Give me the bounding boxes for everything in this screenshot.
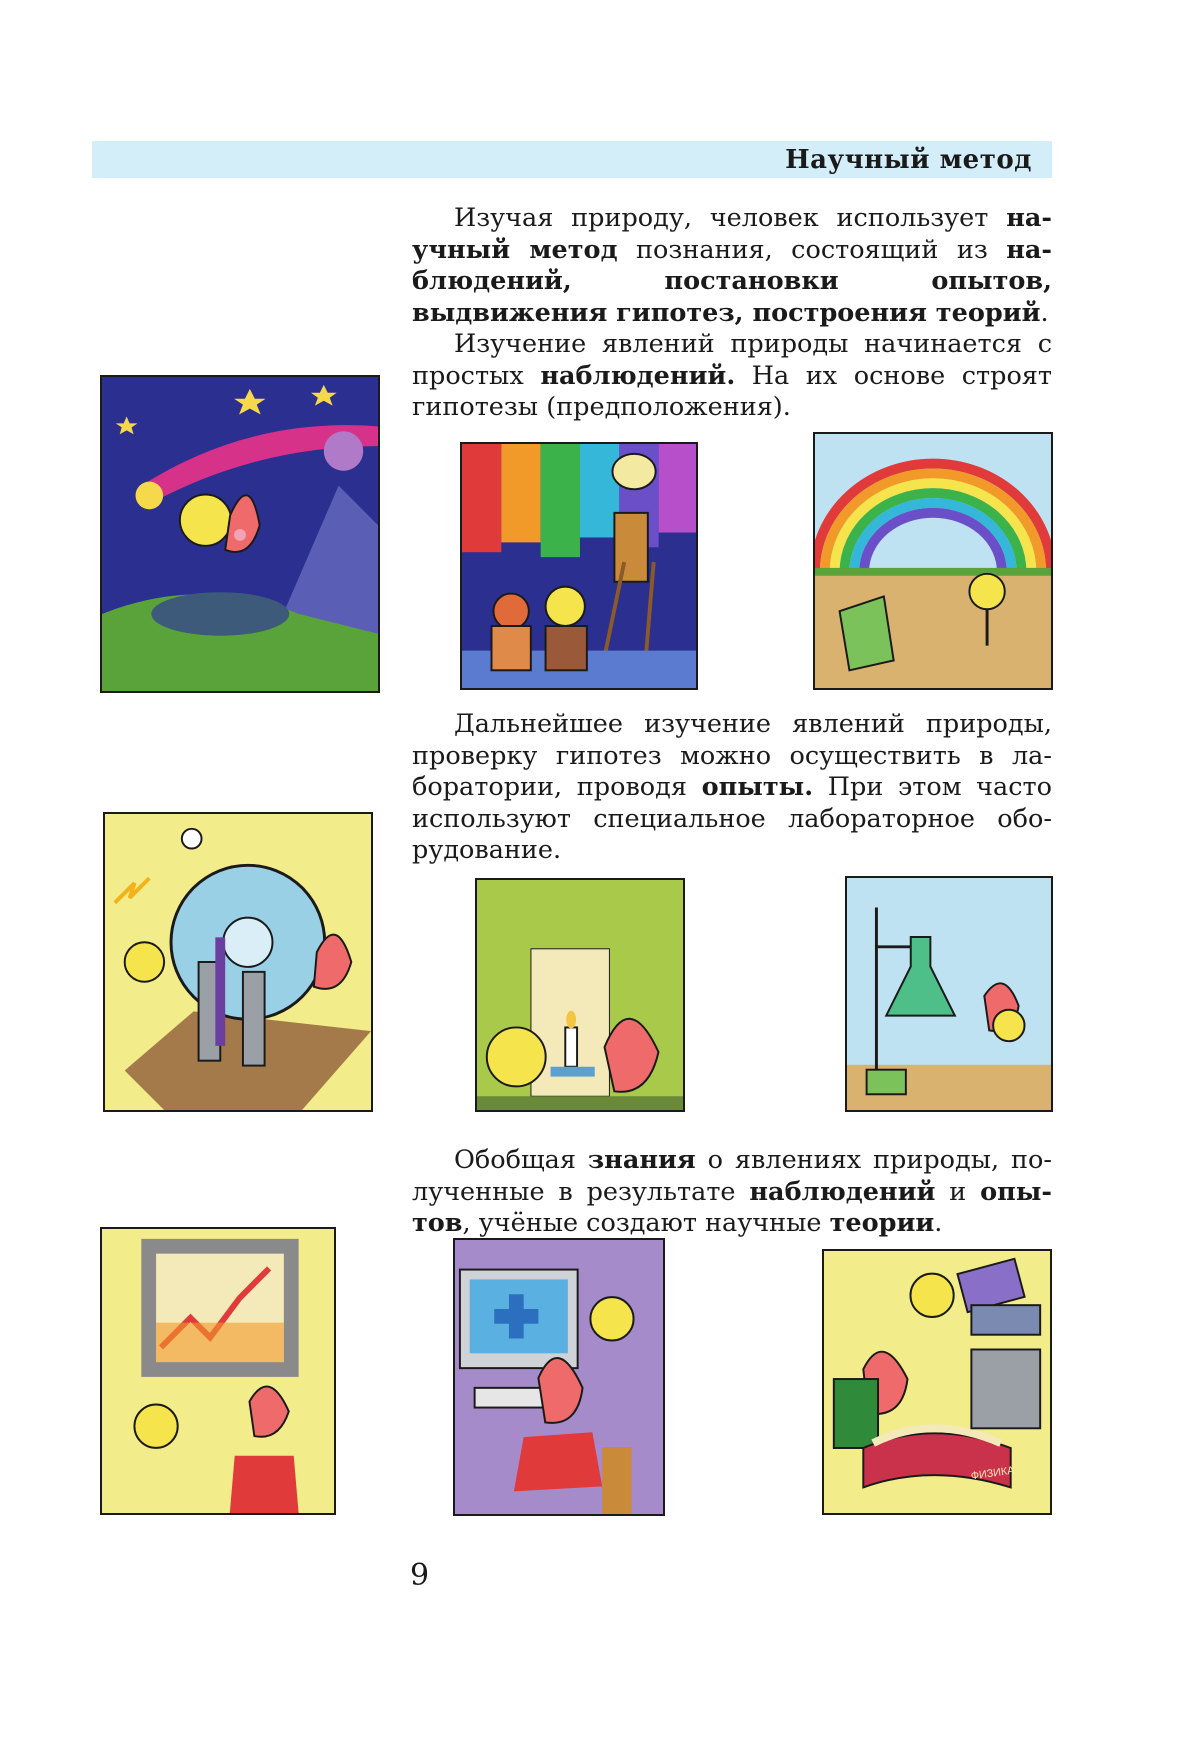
illustration-computer-modeling (453, 1238, 665, 1516)
illustration-books-theory (822, 1249, 1052, 1515)
illustration-electrostatic-machine (103, 812, 373, 1112)
text-run: Изучая природу, человек использует (454, 203, 1007, 233)
bold-term: опыты. (701, 772, 814, 802)
bold-term: наблюдений, постановки опытов, выдвижения гипотез, построения теорий (412, 234, 1052, 328)
bold-term: научный метод (412, 203, 1052, 265)
bold-term: теории (829, 1208, 935, 1238)
paragraph-scientific-method (412, 203, 1052, 329)
paragraph-theories (412, 1145, 1052, 1240)
book-spine-label: ФИЗИКА (970, 1464, 1016, 1483)
text-run: о явлениях природы, полученные в результате (412, 1145, 1052, 1207)
bold-term: наблюдений (749, 1176, 936, 1207)
bold-term: наблюдений. (540, 360, 736, 391)
text-run: При этом часто используют специальное лабораторное оборудование. (412, 772, 1052, 865)
bold-term: знания (587, 1145, 696, 1175)
text-run: . (1040, 297, 1049, 328)
text-run: . (934, 1208, 943, 1238)
section-header-bar (92, 141, 1052, 178)
page-number: 9 (410, 1558, 430, 1593)
text-run: На их основе строят гипотезы (предположения). (412, 360, 1052, 422)
illustration-graph-theory (100, 1227, 336, 1515)
text-run: , учёные создают научные (462, 1208, 830, 1238)
text-run: Дальнейшее изучение явлений природы, проверку гипотез можно осуществить в лаборатории, проводя (412, 709, 1052, 802)
bold-term: опытов (412, 1176, 1052, 1238)
illustration-aurora-observation (460, 442, 698, 690)
text-run: и (935, 1176, 981, 1207)
illustration-rainbow-observation (813, 432, 1053, 690)
paragraph-observations (412, 329, 1052, 424)
illustration-night-sky-observation (100, 375, 380, 693)
paragraph-experiments (412, 709, 1052, 867)
illustration-flask-experiment (845, 876, 1053, 1112)
text-run: Изучение явлений природы начинается с простых (412, 329, 1052, 391)
text-run: познания, состоящий из (617, 234, 1007, 265)
text-run: Обобщая (454, 1145, 588, 1175)
section-title: Научный метод (785, 145, 1032, 175)
illustration-candle-experiment (475, 878, 685, 1112)
